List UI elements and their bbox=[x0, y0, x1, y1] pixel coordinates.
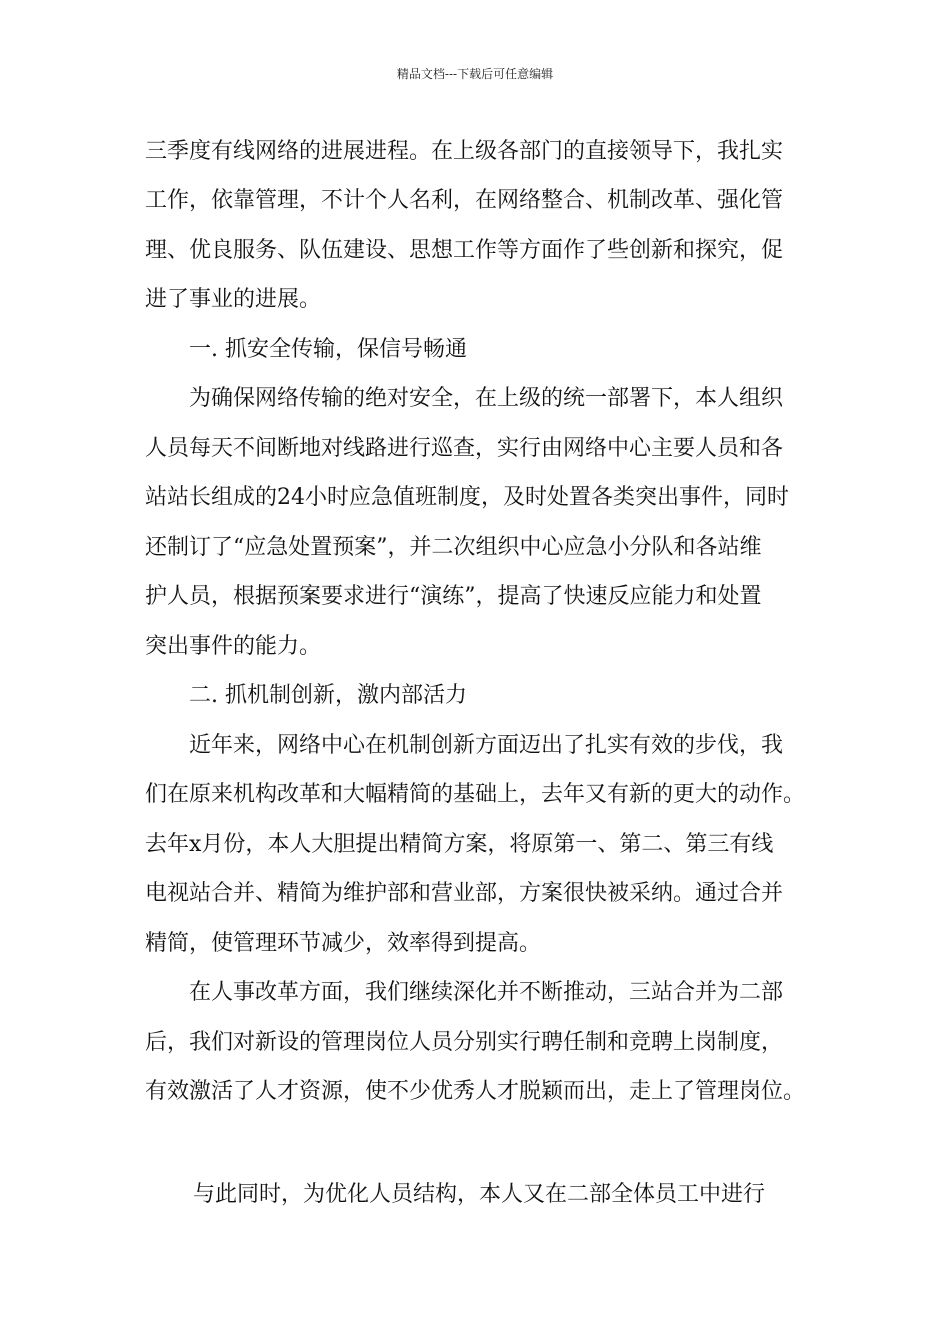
body-line: 去年x月份，本人大胆提出精简方案，将原第一、第二、第三有线 bbox=[145, 832, 774, 857]
body-line: 精简，使管理环节减少，效率得到提高。 bbox=[145, 931, 542, 956]
body-line: 与此同时，为优化人员结构，本人又在二部全体员工中进行 bbox=[193, 1182, 766, 1207]
body-line: 有效激活了人才资源，使不少优秀人才脱颖而出，走上了管理岗位。 bbox=[145, 1079, 806, 1104]
page-header: 精品文档---下载后可任意编辑 bbox=[396, 67, 554, 81]
body-line: 为确保网络传输的绝对安全，在上级的统一部署下，本人组织 bbox=[189, 386, 784, 411]
body-line: 在人事改革方面，我们继续深化并不断推动，三站合并为二部 bbox=[189, 980, 784, 1005]
section-heading: 二. 抓机制创新，激内部活力 bbox=[189, 683, 467, 708]
body-line: 进了事业的进展。 bbox=[145, 287, 322, 312]
body-line: 理、优良服务、队伍建设、思想工作等方面作了些创新和探究，促 bbox=[145, 238, 784, 263]
body-line: 们在原来机构改革和大幅精简的基础上，去年又有新的更大的动作。 bbox=[145, 782, 806, 807]
body-line: 三季度有线网络的进展进程。在上级各部门的直接领导下，我扎实 bbox=[145, 139, 784, 164]
body-line: 护人员，根据预案要求进行“演练”，提高了快速反应能力和处置 bbox=[145, 584, 762, 609]
body-line: 人员每天不间断地对线路进行巡查，实行由网络中心主要人员和各 bbox=[145, 436, 784, 461]
body-line: 后，我们对新设的管理岗位人员分别实行聘任制和竞聘上岗制度， bbox=[145, 1030, 784, 1055]
body-line: 还制订了“应急处置预案”，并二次组织中心应急小分队和各站维 bbox=[145, 535, 762, 560]
section-heading: 一. 抓安全传输，保信号畅通 bbox=[189, 337, 467, 362]
body-line: 站站长组成的24小时应急值班制度，及时处置各类突出事件，同时 bbox=[145, 485, 789, 510]
body-line: 电视站合并、精简为维护部和营业部，方案很快被采纳。通过合并 bbox=[145, 881, 784, 906]
body-line: 近年来，网络中心在机制创新方面迈出了扎实有效的步伐，我 bbox=[189, 733, 784, 758]
body-line: 突出事件的能力。 bbox=[145, 634, 322, 659]
body-line: 工作，依靠管理，不计个人名利，在网络整合、机制改革、强化管 bbox=[145, 188, 784, 213]
